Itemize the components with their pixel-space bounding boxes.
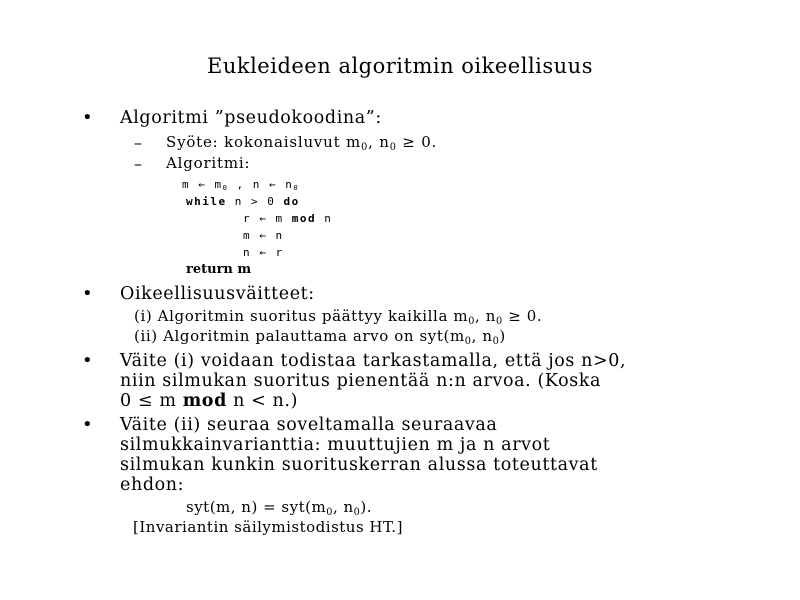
bullet-3-line-3-b: n < n.) — [226, 391, 299, 411]
code-text: , n ← n — [228, 178, 294, 191]
keyword-mod: mod — [182, 391, 227, 411]
formula-part-b: , n — [332, 498, 354, 516]
subscript-0: 0 — [468, 315, 476, 327]
bullet-4-line-4: ehdon: — [120, 475, 185, 495]
claim-1-part-c: ≥ 0. — [502, 307, 543, 325]
code-line-4: m ← n — [243, 229, 284, 242]
formula-part-c: ). — [360, 498, 372, 516]
slide-title: Eukleideen algoritmin oikeellisuus — [207, 54, 593, 78]
claim-1 — [134, 307, 542, 327]
sub-1-dash: – — [134, 133, 142, 152]
sub-1-text — [166, 133, 437, 153]
code-text: n > 0 — [226, 195, 284, 208]
sub-1-part-c: ≥ 0. — [396, 133, 438, 151]
bullet-4-line-2: silmukkainvarianttia: muuttujien m ja n arvot — [120, 435, 551, 455]
keyword-do: do — [283, 195, 300, 208]
code-line-1 — [182, 178, 299, 192]
formula-part-a: syt(m, n) = syt(m — [186, 498, 327, 516]
code-text: m ← m — [182, 178, 223, 191]
code-line-3 — [243, 212, 332, 225]
keyword-while: while — [186, 195, 227, 208]
sub-2-dash: – — [134, 154, 142, 173]
claim-2-part-a: (ii) Algoritmin palauttama arvo on syt(m — [134, 327, 465, 345]
bullet-2-marker: • — [82, 283, 93, 304]
code-text: n — [316, 212, 333, 225]
invariant-formula — [186, 498, 372, 518]
proof-note: [Invariantin säilymistodistus HT.] — [133, 518, 403, 536]
bullet-3-line-3-a: 0 ≤ m — [120, 391, 183, 411]
code-line-2 — [186, 195, 300, 208]
claim-2 — [134, 327, 506, 347]
subscript-0: 0 — [353, 506, 361, 518]
bullet-3-line-1: Väite (i) voidaan todistaa tarkastamalla, että jos n>0, — [120, 351, 627, 371]
bullet-1-marker: • — [82, 107, 93, 128]
subscript-0: 0 — [389, 141, 397, 153]
claim-1-part-b: , n — [475, 307, 497, 325]
subscript-0: 0 — [496, 315, 503, 327]
code-line-5: n ← r — [243, 246, 284, 259]
code-text: r ← m — [243, 212, 292, 225]
bullet-3-marker: • — [82, 350, 93, 371]
bullet-4-marker: • — [82, 414, 93, 435]
claim-1-part-a: (i) Algoritmin suoritus päättyy kaikilla m — [134, 307, 469, 325]
subscript-0: 0 — [492, 335, 500, 347]
subscript-0: 0 — [361, 141, 369, 153]
subscript-0: 0 — [326, 506, 333, 518]
bullet-1-text: Algoritmi ”pseudokoodina”: — [120, 108, 382, 128]
subscript-0: 0 — [222, 183, 229, 193]
bullet-2-text: Oikeellisuusväitteet: — [120, 284, 315, 304]
bullet-4-line-1: Väite (ii) seuraa soveltamalla seuraavaa — [120, 415, 498, 435]
code-return-line: return m — [186, 262, 252, 277]
keyword-mod: mod — [291, 212, 317, 225]
bullet-3-line-3 — [120, 391, 298, 411]
sub-1-part-a: Syöte: kokonaisluvut m — [166, 133, 362, 151]
bullet-4-line-3: silmukan kunkin suorituskerran alussa toteuttavat — [120, 455, 598, 475]
subscript-0: 0 — [293, 183, 300, 193]
claim-2-part-b: , n — [471, 327, 493, 345]
sub-1-part-b: , n — [368, 133, 390, 151]
subscript-0: 0 — [464, 335, 472, 347]
sub-2-text: Algoritmi: — [166, 154, 251, 172]
bullet-3-line-2: niin silmukan suoritus pienentää n:n arvoa. (Koska — [120, 371, 602, 391]
claim-2-part-c: ) — [499, 327, 506, 345]
